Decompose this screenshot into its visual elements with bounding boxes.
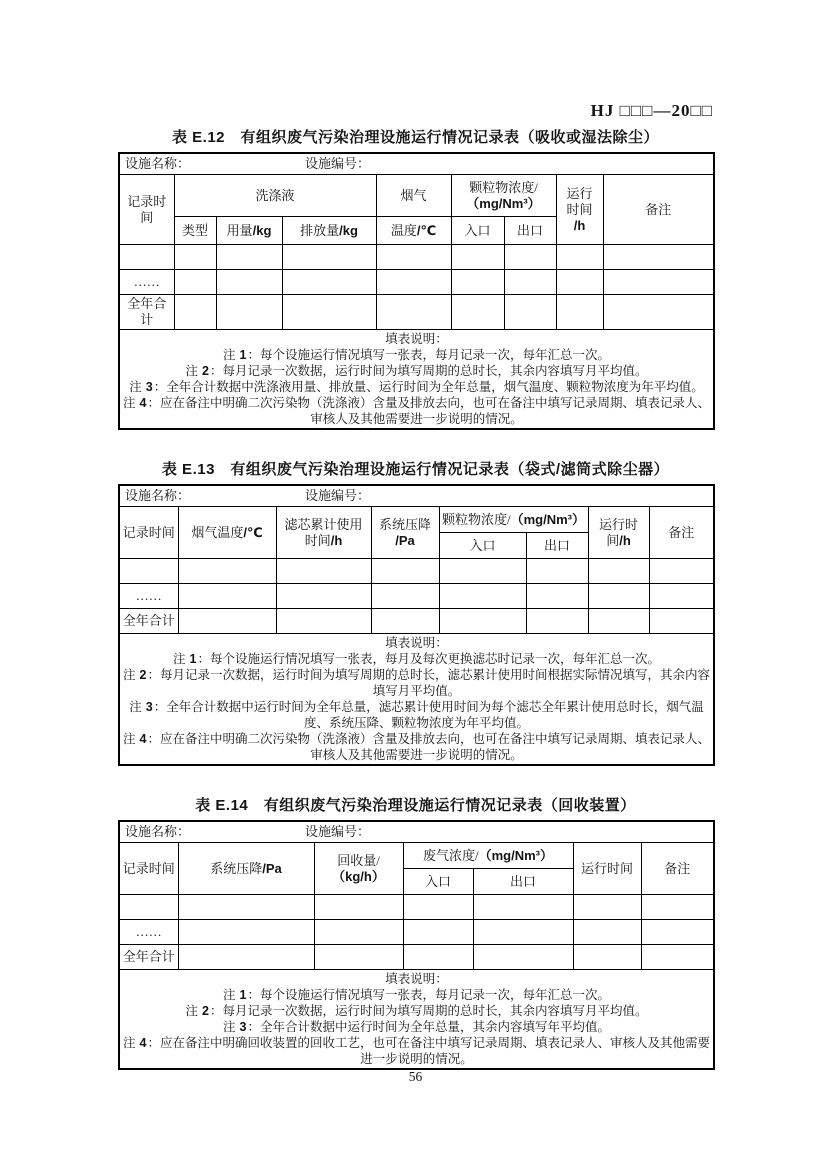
table-row [119, 920, 714, 945]
col-header-runtime: 运行时间 [573, 843, 641, 895]
table-row [119, 270, 714, 295]
note-item: 注 1：每个设施运行情况填写一张表，每月及每次更换滤芯时记录一次，每年汇总一次。 [173, 652, 660, 666]
facility-name-label: 设施名称： [125, 488, 191, 503]
empty-cell [504, 245, 556, 270]
empty-cell [573, 895, 641, 920]
standard-number: HJ □□□—20□□ [590, 101, 713, 120]
empty-cell [178, 895, 314, 920]
empty-cell [504, 270, 556, 295]
empty-cell [451, 245, 504, 270]
empty-cell [603, 295, 714, 330]
note-item: 注 3：全年合计数据中运行时间为全年总量，滤芯累计使用时间为每个滤芯全年累计使用总时长，烟气温度、系统压降、颗粒物浓度为年平均值。 [129, 700, 704, 730]
note-item: 注 1：每个设施运行情况填写一张表，每月记录一次，每年汇总一次。 [223, 348, 611, 362]
empty-cell [403, 920, 473, 945]
empty-cell [403, 895, 473, 920]
empty-cell [178, 920, 314, 945]
empty-cell [314, 895, 403, 920]
col-header-runtime: 运行 时间 /h [556, 175, 603, 245]
col-header-flue-temp: 烟气温度/℃ [178, 507, 276, 559]
facility-code-label: 设施编号： [305, 156, 371, 171]
empty-cell [276, 584, 371, 609]
col-header-system-pressure: 系统压降 /Pa [371, 507, 439, 559]
col-header-discharge: 排放量/kg [282, 217, 376, 245]
note-text: 应在备注中明确二次污染物（洗涤液）含量及排放去向，也可在备注中填写记录周期、填表记录人、审核人及其他需要进一步说明的情况。 [160, 396, 711, 426]
header-row-groups [119, 507, 714, 533]
note-item: 注 4：应在备注中明确回收装置的回收工艺，也可在备注中填写记录周期、填表记录人、审核人及其他需要进一步说明的情况。 [123, 1036, 711, 1066]
empty-cell [376, 245, 451, 270]
empty-cell [603, 270, 714, 295]
col-header-outlet: 出口 [504, 217, 556, 245]
note-item: 注 2：每月记录一次数据，运行时间为填写周期的总时长，滤芯累计使用时间根据实际情况填写，其余内容填写月平均值。 [123, 668, 710, 698]
group-header-flue-gas: 烟气 [376, 175, 451, 217]
fill-instructions-heading: 填表说明： [385, 636, 448, 650]
empty-cell [216, 245, 282, 270]
col-header-filter-time: 滤芯累计使用 时间/h [276, 507, 371, 559]
empty-cell [178, 584, 276, 609]
record-table-e12 [118, 152, 715, 430]
note-text: 应在备注中明确回收装置的回收工艺，也可在备注中填写记录周期、填表记录人、审核人及其他需要进一步说明的情况。 [160, 1036, 711, 1066]
empty-cell [174, 295, 216, 330]
row-label-dots: …… [119, 920, 178, 945]
empty-cell [451, 295, 504, 330]
col-header-usage: 用量/kg [216, 217, 282, 245]
facility-name-label: 设施名称： [125, 156, 191, 171]
col-header-remark: 备注 [641, 843, 714, 895]
empty-cell [178, 559, 276, 584]
table-title-e14: 表 E.14 有组织废气污染治理设施运行情况记录表（回收装置） [195, 797, 636, 814]
col-header-record-time: 记录时间 [119, 175, 174, 245]
empty-cell [473, 945, 573, 970]
empty-cell [556, 270, 603, 295]
table-row [119, 295, 714, 330]
empty-cell [641, 920, 714, 945]
note-item: 注 3：全年合计数据中运行时间为全年总量，其余内容填写年平均值。 [223, 1020, 611, 1034]
empty-cell [603, 245, 714, 270]
empty-cell [276, 559, 371, 584]
table-row [119, 584, 714, 609]
empty-cell [649, 584, 714, 609]
note-item: 注 2：每月记录一次数据，运行时间为填写周期的总时长，其余内容填写月平均值。 [185, 1004, 648, 1018]
notes-row [119, 634, 714, 766]
col-header-outlet: 出口 [526, 533, 588, 559]
group-header-gas-concentration: 废气浓度/（mg/Nm³） [403, 843, 573, 869]
note-text: 每月记录一次数据，运行时间为填写周期的总时长，其余内容填写月平均值。 [222, 364, 648, 378]
facility-code-label: 设施编号： [305, 824, 371, 839]
col-header-inlet: 入口 [451, 217, 504, 245]
empty-cell [641, 895, 714, 920]
note-text: 全年合计数据中运行时间为全年总量，其余内容填写年平均值。 [260, 1020, 611, 1034]
empty-cell [403, 945, 473, 970]
note-text: 每个设施运行情况填写一张表，每月记录一次，每年汇总一次。 [260, 988, 611, 1002]
empty-cell [371, 584, 439, 609]
facility-row [119, 485, 714, 507]
record-table-e13 [118, 484, 715, 766]
notes-row [119, 970, 714, 1070]
group-header-pm-concentration: 颗粒物浓度/（mg/Nm³） [439, 507, 588, 533]
empty-cell [314, 945, 403, 970]
row-label-cell [119, 895, 178, 920]
note-text: 每个设施运行情况填写一张表，每月及每次更换滤芯时记录一次，每年汇总一次。 [209, 652, 660, 666]
empty-cell [174, 270, 216, 295]
table-row [119, 609, 714, 634]
empty-cell [649, 609, 714, 634]
col-header-temperature: 温度/℃ [376, 217, 451, 245]
empty-cell [282, 295, 376, 330]
table-row [119, 559, 714, 584]
notes-row [119, 330, 714, 430]
table-row [119, 895, 714, 920]
row-label-dots: …… [119, 584, 178, 609]
col-header-record-time: 记录时间 [119, 507, 178, 559]
facility-cell [119, 153, 714, 175]
note-text: 全年合计数据中运行时间为全年总量，滤芯累计使用时间为每个滤芯全年累计使用总时长，烟气温度、系统压降、颗粒物浓度为年平均值。 [166, 700, 704, 730]
note-text: 每月记录一次数据，运行时间为填写周期的总时长，其余内容填写月平均值。 [222, 1004, 648, 1018]
facility-cell [119, 485, 714, 507]
facility-name-label: 设施名称： [125, 824, 191, 839]
note-text: 每月记录一次数据，运行时间为填写周期的总时长，滤芯累计使用时间根据实际情况填写，其余内容填写月平均值。 [159, 668, 710, 698]
col-header-inlet: 入口 [403, 869, 473, 895]
empty-cell [573, 945, 641, 970]
empty-cell [526, 609, 588, 634]
row-label-cell [119, 245, 174, 270]
empty-cell [526, 584, 588, 609]
row-label-cell [119, 559, 178, 584]
col-header-remark: 备注 [603, 175, 714, 245]
facility-row [119, 153, 714, 175]
fill-instructions [119, 330, 714, 430]
col-header-outlet: 出口 [473, 869, 573, 895]
col-header-record-time: 记录时间 [119, 843, 178, 895]
empty-cell [573, 920, 641, 945]
empty-cell [588, 559, 649, 584]
header-row-groups [119, 843, 714, 869]
note-text: 应在备注中明确二次污染物（洗涤液）含量及排放去向，也可在备注中填写记录周期、填表记录人、审核人及其他需要进一步说明的情况。 [159, 732, 710, 762]
fill-instructions-heading: 填表说明： [385, 972, 448, 986]
facility-row [119, 821, 714, 843]
facility-code-label: 设施编号： [305, 488, 371, 503]
empty-cell [178, 945, 314, 970]
empty-cell [649, 559, 714, 584]
empty-cell [376, 270, 451, 295]
col-header-recovery-amount: 回收量/ （kg/h） [314, 843, 403, 895]
table-row [119, 945, 714, 970]
col-header-inlet: 入口 [439, 533, 526, 559]
empty-cell [588, 584, 649, 609]
empty-cell [174, 245, 216, 270]
group-header-washing-liquid: 洗涤液 [174, 175, 376, 217]
note-text: 全年合计数据中洗涤液用量、排放量、运行时间为全年总量，烟气温度、颗粒物浓度为年平均值。 [166, 380, 704, 394]
empty-cell [371, 559, 439, 584]
empty-cell [556, 295, 603, 330]
table-row [119, 245, 714, 270]
table-title-e13: 表 E.13 有组织废气污染治理设施运行情况记录表（袋式/滤筒式除尘器） [161, 461, 670, 478]
fill-instructions [119, 970, 714, 1070]
col-header-type: 类型 [174, 217, 216, 245]
empty-cell [314, 920, 403, 945]
header-row-groups [119, 175, 714, 217]
empty-cell [473, 895, 573, 920]
note-item: 注 2：每月记录一次数据，运行时间为填写周期的总时长，其余内容填写月平均值。 [185, 364, 648, 378]
row-label-annual-total: 全年合计 [119, 945, 178, 970]
col-header-system-pressure: 系统压降/Pa [178, 843, 314, 895]
col-header-runtime: 运行时 间/h [588, 507, 649, 559]
empty-cell [282, 270, 376, 295]
group-header-pm-concentration: 颗粒物浓度/ （mg/Nm³） [451, 175, 556, 217]
note-item: 注 4：应在备注中明确二次污染物（洗涤液）含量及排放去向，也可在备注中填写记录周期、填表记录人、审核人及其他需要进一步说明的情况。 [123, 732, 710, 762]
record-table-e14 [118, 820, 715, 1070]
empty-cell [526, 559, 588, 584]
empty-cell [641, 945, 714, 970]
page-number: 56 [408, 1069, 423, 1084]
empty-cell [451, 270, 504, 295]
note-item: 注 3：全年合计数据中洗涤液用量、排放量、运行时间为全年总量，烟气温度、颗粒物浓度为年平均值。 [129, 380, 704, 394]
empty-cell [439, 559, 526, 584]
empty-cell [439, 584, 526, 609]
empty-cell [504, 295, 556, 330]
empty-cell [588, 609, 649, 634]
note-item: 注 4：应在备注中明确二次污染物（洗涤液）含量及排放去向，也可在备注中填写记录周期、填表记录人、审核人及其他需要进一步说明的情况。 [123, 396, 711, 426]
empty-cell [473, 920, 573, 945]
empty-cell [216, 295, 282, 330]
empty-cell [376, 295, 451, 330]
fill-instructions-heading: 填表说明： [385, 332, 448, 346]
fill-instructions [119, 634, 714, 766]
empty-cell [178, 609, 276, 634]
empty-cell [556, 245, 603, 270]
empty-cell [439, 609, 526, 634]
col-header-remark: 备注 [649, 507, 714, 559]
row-label-annual-total: 全年合计 [119, 295, 174, 330]
empty-cell [371, 609, 439, 634]
row-label-annual-total: 全年合计 [119, 609, 178, 634]
row-label-dots: …… [119, 270, 174, 295]
table-title-e12: 表 E.12 有组织废气污染治理设施运行情况记录表（吸收或湿法除尘） [171, 129, 660, 146]
empty-cell [282, 245, 376, 270]
note-item: 注 1：每个设施运行情况填写一张表，每月记录一次，每年汇总一次。 [223, 988, 611, 1002]
page-content [118, 0, 713, 1070]
empty-cell [216, 270, 282, 295]
facility-cell [119, 821, 714, 843]
note-text: 每个设施运行情况填写一张表，每月记录一次，每年汇总一次。 [260, 348, 611, 362]
empty-cell [276, 609, 371, 634]
